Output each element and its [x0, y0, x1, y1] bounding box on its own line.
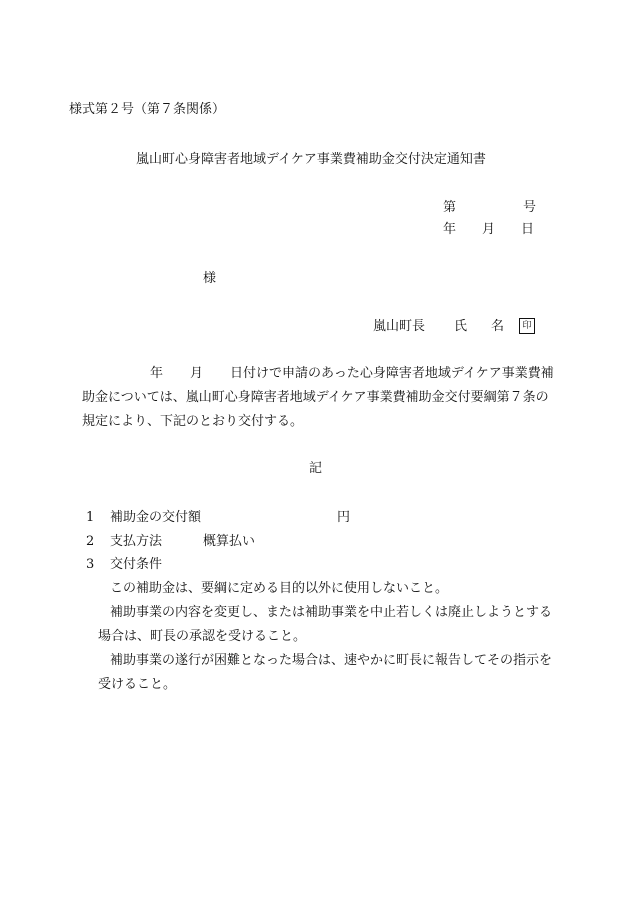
seal-icon: 印 [519, 318, 535, 334]
item-3-label: 交付条件 [110, 557, 163, 572]
doc-date-month: 月 [482, 222, 496, 237]
doc-number-dai: 第 [443, 200, 457, 215]
condition-1: この補助金は、要綱に定める目的以外に使用しないこと。 [110, 581, 449, 596]
doc-date-day: 日 [521, 222, 535, 237]
item-2-value: 概算払い [203, 534, 256, 549]
addressee-suffix: 様 [203, 271, 217, 286]
body-date-year: 年 [150, 366, 164, 381]
item-1-number: 1 [86, 510, 95, 525]
condition-3-line-2: 受けること。 [98, 677, 177, 692]
body-line-3: 規定により、下記のとおり交付する。 [82, 414, 304, 429]
item-2-number: 2 [86, 534, 95, 549]
item-3-number: 3 [86, 557, 95, 572]
issuer-position: 嵐山町長 [373, 319, 426, 334]
document-title: 嵐山町心身障害者地域デイケア事業費補助金交付決定通知書 [136, 152, 486, 167]
item-2-label: 支払方法 [110, 534, 163, 549]
body-line-2: 助金については、嵐山町心身障害者地域デイケア事業費補助金交付要綱第７条の [82, 390, 549, 405]
condition-2-line-2: 場合は、町長の承認を受けること。 [98, 629, 307, 644]
body-line-1: 日付けで申請のあった心身障害者地域デイケア事業費補 [230, 366, 554, 381]
item-1-label: 補助金の交付額 [110, 510, 202, 525]
item-1-value: 円 [337, 510, 351, 525]
condition-2-line-1: 補助事業の内容を変更し、または補助事業を中止若しくは廃止しようとする [110, 605, 553, 620]
issuer-mei: 名 [491, 319, 505, 334]
issuer-shi: 氏 [454, 319, 468, 334]
doc-number-go: 号 [523, 200, 537, 215]
condition-3-line-1: 補助事業の遂行が困難となった場合は、速やかに町長に報告してその指示を [110, 653, 553, 668]
body-date-month: 月 [190, 366, 204, 381]
doc-date-year: 年 [443, 222, 457, 237]
form-label: 様式第２号（第７条関係） [69, 102, 226, 117]
ki-heading: 記 [309, 461, 323, 476]
